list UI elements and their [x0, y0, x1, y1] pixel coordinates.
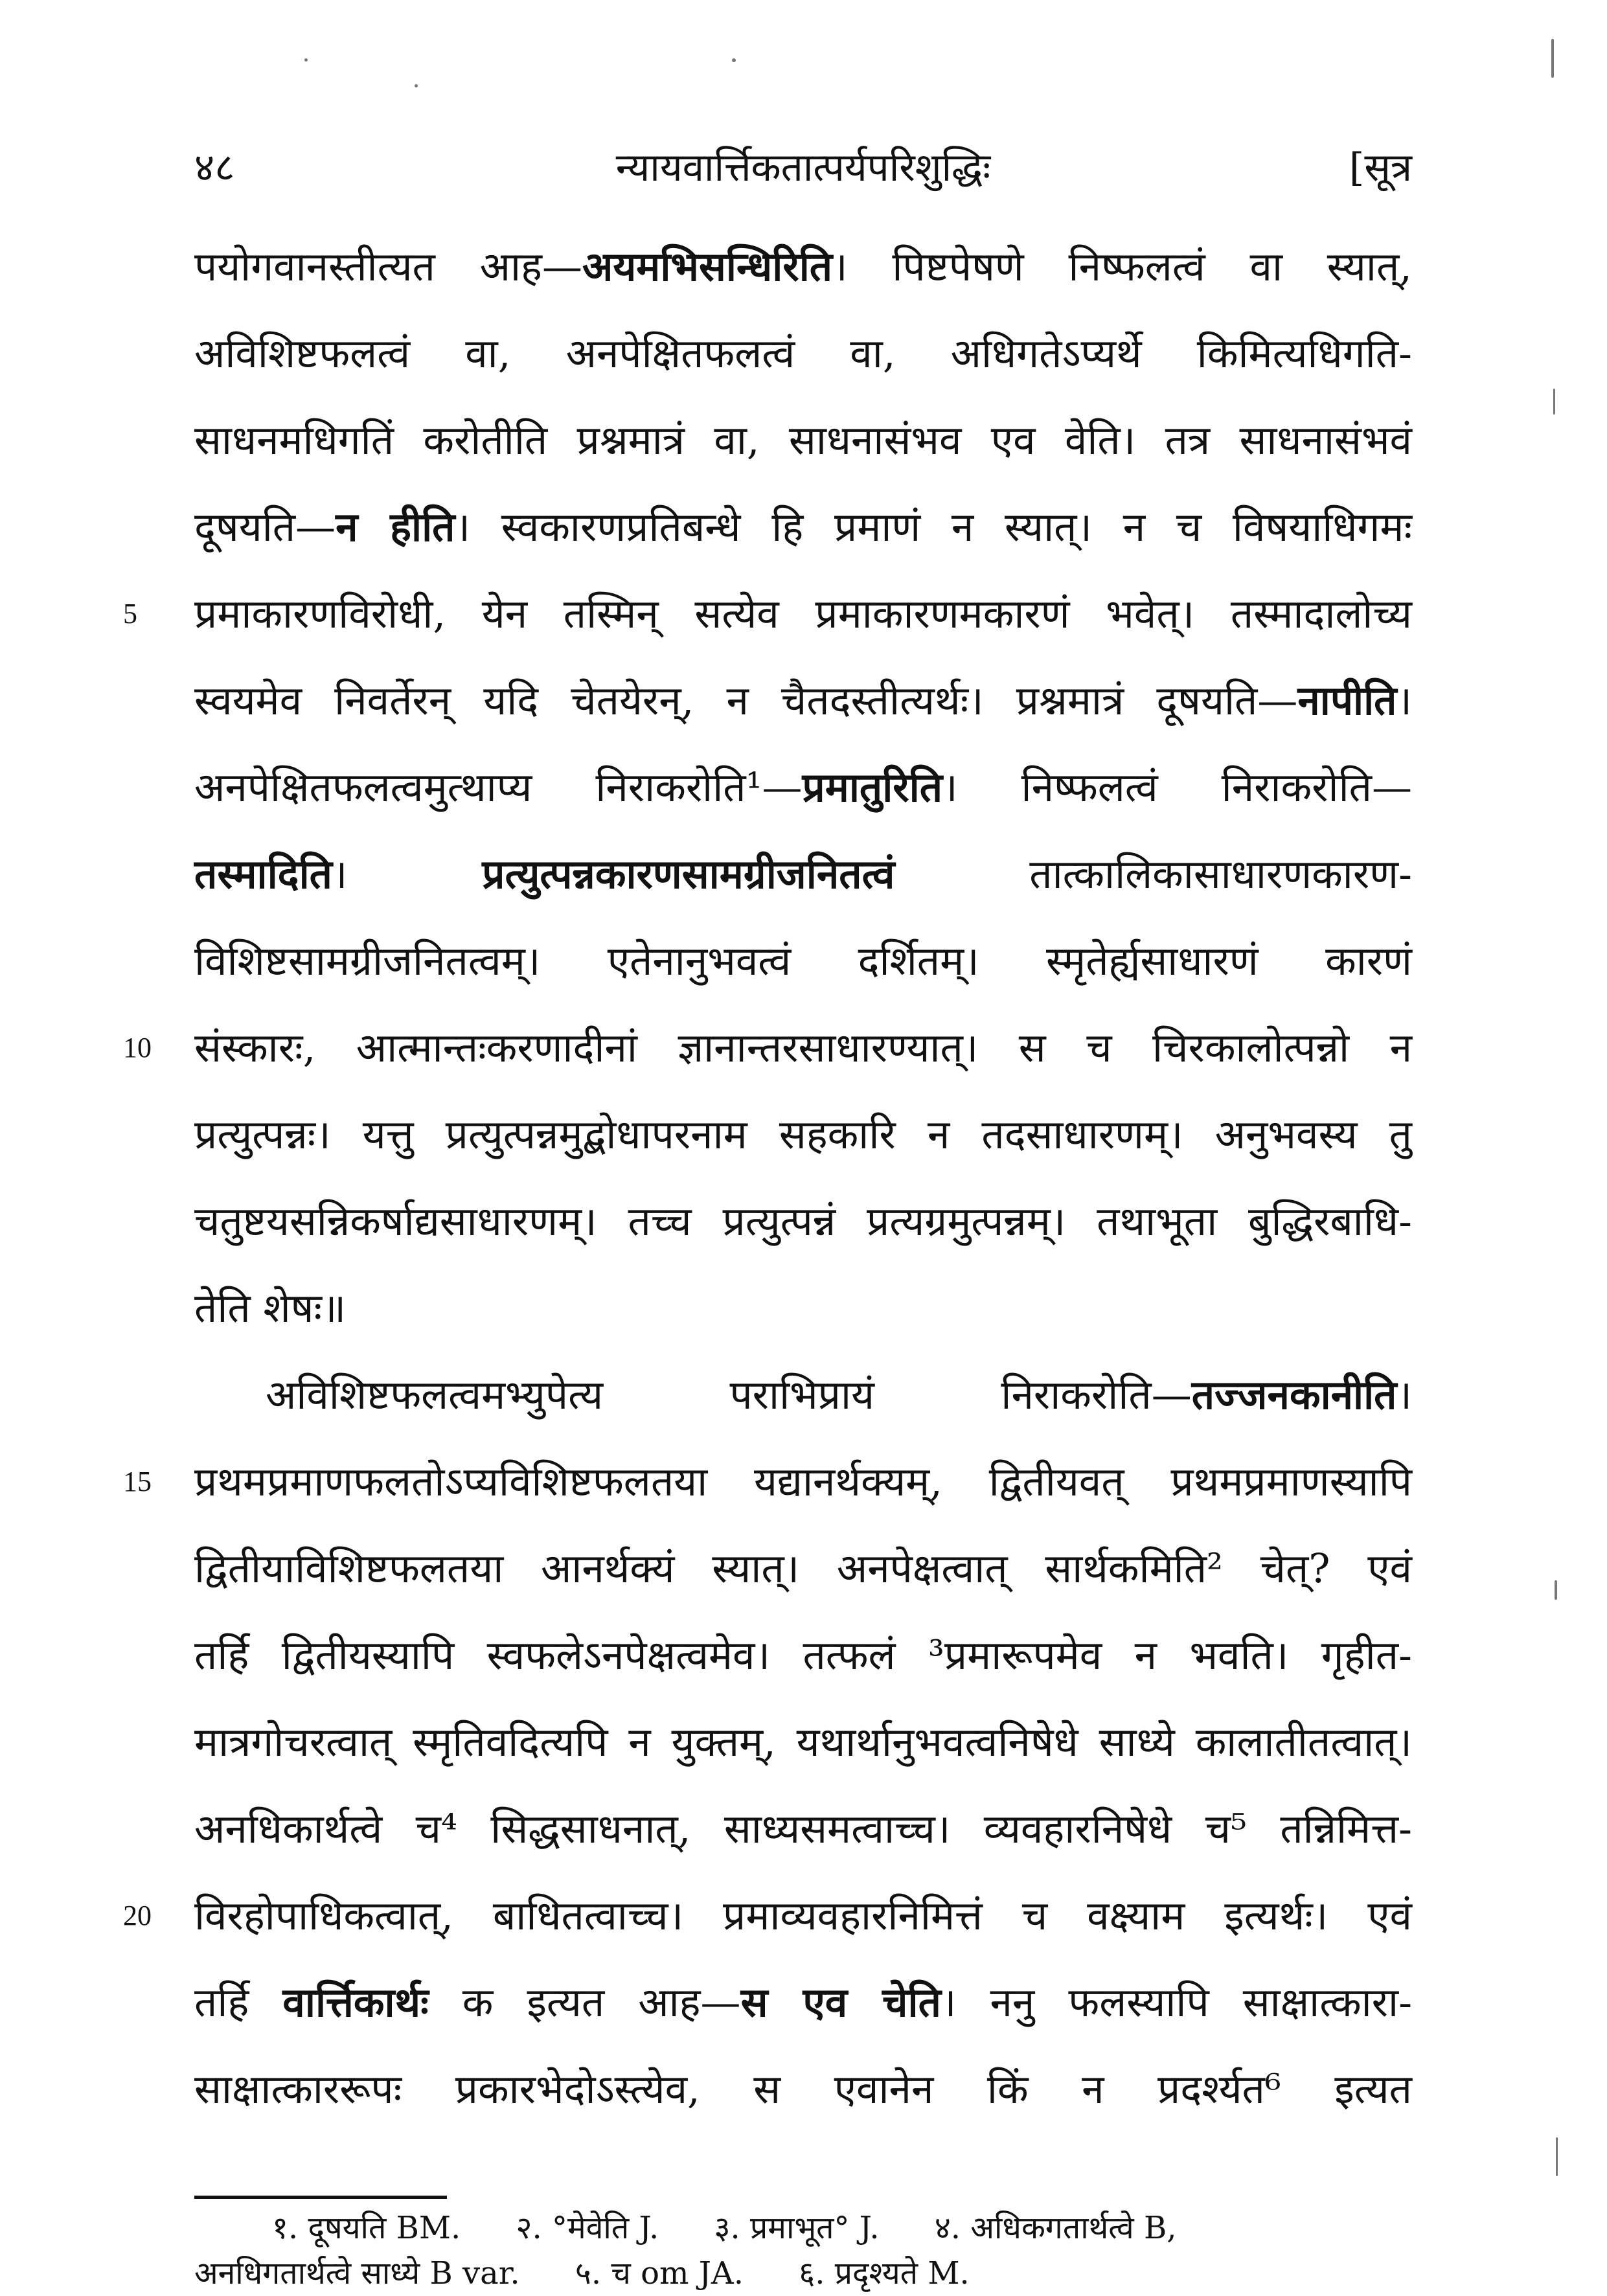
line-number: 15 [123, 1466, 152, 1497]
text-run: विशिष्टसामग्रीजनितत्वम्। एतेनानुभवत्वं दर्शितम्। स्मृतेर्ह्यसाधारणं कारणं [194, 937, 1412, 984]
bold-lemma: स एव चेति [740, 1979, 941, 2026]
text-line [194, 310, 1412, 397]
text-line [194, 397, 1412, 484]
text-run: स्वयमेव निवर्तेरन् यदि चेतयेरन्, न चैतदस्तीत्यर्थः। प्रश्नमात्रं दूषयति— [194, 677, 1298, 724]
line-number: 20 [123, 1900, 152, 1931]
running-title: न्यायवार्त्तिकतात्पर्यपरिशुद्धिः [615, 145, 991, 190]
bold-lemma: नापीति [1297, 677, 1397, 724]
text-line [194, 744, 1412, 831]
footnote-5: ५. च om JA. [575, 2255, 744, 2291]
text-run: साक्षात्काररूपः प्रकारभेदोऽस्त्येव, स एवानेन किं न प्रदर्श्यत⁶ इत्यत [194, 2065, 1412, 2113]
text-run: । निष्फलत्वं निराकरोति— [942, 764, 1412, 811]
text-line [194, 1525, 1412, 1612]
footnote-1: १. दूषयति BM. [272, 2210, 461, 2246]
text-line [194, 1612, 1412, 1699]
text-run: अविशिष्टफलत्वमभ्युपेत्य पराभिप्रायं निराकरोति— [266, 1371, 1192, 1418]
scan-speck [415, 84, 418, 87]
text-line [194, 831, 1412, 918]
page-number: ४८ [194, 145, 235, 190]
section-marker: [सूत्र [1349, 145, 1412, 190]
scan-mark [1556, 2137, 1558, 2176]
footnote-rule [194, 2196, 447, 2199]
text-line [123, 1005, 1412, 1091]
bold-lemma: प्रत्युत्पन्नकारणसामग्रीजनितत्वं [482, 850, 895, 898]
text-run: प्रमाकारणविरोधी, येन तस्मिन् सत्येव प्रमाकारणमकारणं भवेत्। तस्मादालोच्य [194, 590, 1412, 637]
text-run: । [332, 850, 483, 898]
text-line [194, 2046, 1412, 2133]
text-run: तर्हि द्वितीयस्यापि स्वफलेऽनपेक्षत्वमेव। तत्फलं ³प्रमारूपमेव न भवति। गृहीत- [194, 1631, 1412, 1679]
text-run: संस्कारः, आत्मान्तःकरणादीनां ज्ञानान्तरसाधारण्यात्। स च चिरकालोत्पन्नो न [194, 1024, 1412, 1071]
footnote-4: ४. अधिकगतार्थत्वे B, [934, 2210, 1177, 2246]
text-run: मात्रगोचरत्वात् स्मृतिवदित्यपि न युक्तम्, यथार्थानुभवत्वनिषेधे साध्ये कालातीतत्वात्। [194, 1718, 1412, 1766]
bold-lemma: न हीति [336, 503, 455, 551]
scan-mark [1553, 389, 1555, 415]
text-run: दूषयति— [194, 503, 336, 551]
bold-lemma: वार्त्तिकार्थः [282, 1979, 429, 2026]
footnotes [194, 2205, 1412, 2296]
scan-speck [304, 58, 308, 62]
footnote-line [194, 2205, 1412, 2251]
text-line [194, 1699, 1412, 1786]
text-run: । [1396, 677, 1412, 724]
footnote-3: ३. प्रमाभूत° J. [714, 2210, 880, 2246]
text-run: अनपेक्षितफलत्वमुत्थाप्य निराकरोति¹— [194, 764, 803, 811]
text-line [194, 1178, 1412, 1265]
text-line [123, 1872, 1412, 1959]
text-line [123, 571, 1412, 657]
text-run: । [1396, 1371, 1412, 1418]
text-line [123, 1438, 1412, 1525]
text-line [194, 223, 1412, 310]
text-line [194, 657, 1412, 744]
scan-mark [1551, 39, 1554, 78]
text-run: प्रत्युत्पन्नः। यत्तु प्रत्युत्पन्नमुद्बोधापरनाम सहकारि न तदसाधारणम्। अनुभवस्य तु [194, 1111, 1412, 1158]
text-run: साधनमधिगतिं करोतीति प्रश्नमात्रं वा, साधनासंभव एव वेति। तत्र साधनासंभवं [194, 416, 1412, 464]
scan-speck [732, 58, 736, 62]
text-run: । ननु फलस्यापि साक्षात्कारा- [940, 1979, 1413, 2026]
text-run: तेति शेषः॥ [194, 1284, 347, 1332]
text-run: । स्वकारणप्रतिबन्धे हि प्रमाणं न स्यात्। न च विषयाधिगमः [455, 503, 1413, 551]
text-line [194, 1091, 1412, 1178]
text-line [194, 918, 1412, 1005]
line-number: 10 [123, 1032, 152, 1063]
text-line [194, 1352, 1412, 1438]
text-run: क इत्यत आह— [428, 1979, 741, 2026]
page-header [194, 139, 1412, 198]
text-line [194, 484, 1412, 571]
scan-mark [1555, 1580, 1557, 1600]
text-line [194, 1959, 1412, 2046]
footnote-2: २. °मेवेति J. [516, 2210, 659, 2246]
footnote-line [194, 2251, 1412, 2296]
text-run: प्रथमप्रमाणफलतोऽप्यविशिष्टफलतया यद्यानर्थक्यम्, द्वितीयवत् प्रथमप्रमाणस्यापि [194, 1458, 1412, 1505]
text-run: अनधिकार्थत्वे च⁴ सिद्धसाधनात्, साध्यसमत्वाच्च। व्यवहारनिषेधे च⁵ तन्निमित्त- [194, 1805, 1412, 1852]
text-run: विरहोपाधिकत्वात्, बाधितत्वाच्च। प्रमाव्यवहारनिमित्तं च वक्ष्याम इत्यर्थः। एवं [194, 1892, 1412, 1939]
text-run: अविशिष्टफलत्वं वा, अनपेक्षितफलत्वं वा, अधिगतेऽप्यर्थे किमित्यधिगति- [194, 330, 1412, 377]
text-run: चतुष्टयसन्निकर्षाद्यसाधारणम्। तच्च प्रत्युत्पन्नं प्रत्यग्रमुत्पन्नम्। तथाभूता बुद्धिरबाधि- [194, 1198, 1412, 1245]
text-run: । पिष्टपेषणे निष्फलत्वं वा स्यात्, [832, 243, 1412, 290]
footnote-6: ६. प्रदृश्यते M. [799, 2255, 970, 2291]
bold-lemma: अयमभिसन्धिरिति [582, 243, 833, 290]
text-run: पयोगवानस्तीत्यत आह— [194, 243, 582, 290]
bold-lemma: तज्जनकानीति [1191, 1371, 1397, 1418]
text-line [194, 1265, 1412, 1352]
text-run: द्वितीयाविशिष्टफलतया आनर्थक्यं स्यात्। अनपेक्षत्वात् सार्थकमिति² चेत्? एवं [194, 1545, 1412, 1592]
text-line [194, 1786, 1412, 1872]
text-run: तर्हि [194, 1979, 283, 2026]
text-run: तात्कालिकासाधारणकारण- [895, 850, 1412, 898]
line-number: 5 [123, 598, 137, 630]
bold-lemma: तस्मादिति [194, 850, 332, 898]
bold-lemma: प्रमातुरिति [802, 764, 943, 811]
footnote-4-cont: अनधिगतार्थत्वे साध्ये B var. [194, 2255, 520, 2291]
body-text [123, 223, 1413, 2133]
